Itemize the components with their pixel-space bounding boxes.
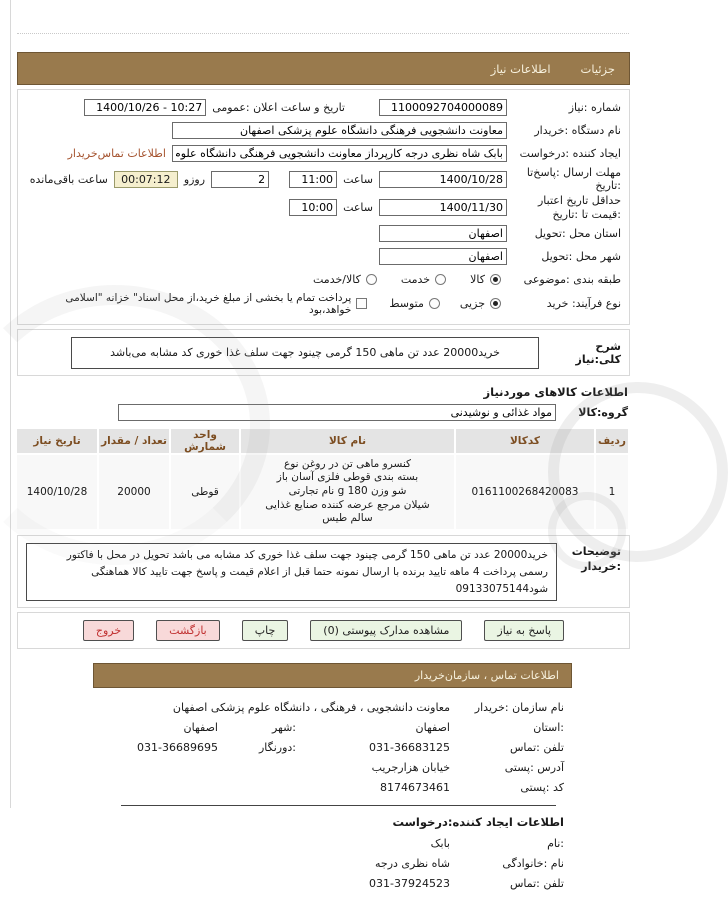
buyer-notes-label-line2: :خریدار	[581, 559, 621, 573]
creator-phone-value: 031-37924523	[369, 877, 450, 891]
cell-row-index: 1	[595, 454, 629, 530]
days-remaining-input[interactable]	[211, 171, 269, 188]
treasury-payment-option[interactable]	[26, 292, 367, 316]
process-minor-option-label: جزیی	[459, 297, 485, 311]
col-header-item-name: نام کالا	[240, 428, 455, 454]
need-number-input[interactable]	[379, 99, 507, 116]
col-header-row-index: ردیف	[595, 428, 629, 454]
announce-datetime-label: تاریخ و ساعت اعلان :عمومی	[212, 101, 345, 114]
deadline-date-input[interactable]	[379, 171, 507, 188]
item-name-line: کنسرو ماهی تن در روغن نوع	[283, 457, 412, 470]
goods-group-row	[19, 404, 628, 421]
subject-category-label: طبقه بندی :موضوعی	[523, 272, 621, 286]
view-attachments-button[interactable]: مشاهده مدارک پیوستی (0)	[310, 620, 462, 641]
phone-fax-row	[101, 741, 564, 754]
process-medium-option[interactable]	[389, 297, 440, 310]
process-medium-option-label: متوسط	[389, 297, 424, 311]
item-name-line: بسته بندی قوطی فلزی آسان باز	[276, 471, 419, 484]
deadline-hour-label: ساعت	[343, 172, 373, 186]
org-phone-value: 031-36683125	[369, 741, 450, 755]
creator-phone-row	[101, 877, 564, 890]
org-contact-header-title: اطلاعات تماس ، سازمان‌خریدار	[414, 669, 559, 683]
goods-table	[15, 427, 630, 531]
process-minor-option[interactable]	[460, 297, 501, 310]
request-creator-row	[26, 143, 621, 164]
category-goods-option-label: کالا	[470, 272, 485, 286]
col-header-unit: واحد شمارش	[170, 428, 240, 454]
category-service-option[interactable]	[401, 273, 446, 286]
hours-remaining-label: ساعت باقی‌مانده	[29, 172, 108, 186]
need-number-label: شماره :نیاز	[568, 100, 621, 114]
item-name-line: شیلان مرجع عرضه کننده صنایع غذایی	[265, 498, 430, 511]
need-info-panel	[17, 89, 630, 325]
org-city-value: اصفهان	[183, 721, 218, 735]
org-address-label: آدرس :پستی	[504, 761, 564, 775]
creator-first-name-row	[101, 837, 564, 850]
item-name-line: شو وزن g 180 نام تجارتی	[288, 485, 407, 498]
need-number-row	[26, 97, 621, 118]
postal-code-row	[101, 781, 564, 794]
need-description-box: خرید20000 عدد تن ماهی 150 گرمی چینود جهت سلف غذا خوری کد مشابه می‌باشد	[71, 337, 539, 369]
buyer-notes-box: خرید20000 عدد تن ماهی 150 گرمی چینود جهت سلف غذا خوری کد مشابه می باشد تحویل در محل با فاکتور رسمی پرداخت 4 ماهه تایید برنده با ارسال نمونه حتما قبل از اعلام قیمت و پاسخ جهت تایید کالا هماهنگی شود09133075144	[26, 543, 557, 601]
org-province-value: اصفهان	[415, 721, 450, 735]
process-type-label: نوع فرآیند: خرید	[546, 297, 621, 311]
header-bar	[17, 52, 630, 85]
section-divider	[121, 805, 556, 806]
announce-datetime-input[interactable]	[84, 99, 206, 116]
col-header-item-code: کدکالا	[455, 428, 595, 454]
delivery-province-label: استان محل :تحویل	[534, 226, 621, 240]
radio-button-icon[interactable]	[490, 274, 501, 285]
radio-button-icon[interactable]	[429, 298, 440, 309]
buyer-notes-label	[565, 543, 621, 601]
request-creator-label: ایجاد کننده :درخواست	[519, 146, 621, 160]
goods-group-label: گروه:کالا	[578, 405, 628, 419]
validity-time-input[interactable]	[289, 199, 337, 216]
request-creator-input[interactable]	[172, 145, 507, 162]
org-fax-value: 031-36689695	[137, 741, 218, 755]
address-row	[101, 761, 564, 774]
validity-date-input[interactable]	[379, 199, 507, 216]
response-deadline-label-line2: :تاریخ	[595, 179, 621, 193]
category-goods-option[interactable]	[470, 273, 501, 286]
top-dotted-divider	[17, 33, 629, 34]
delivery-city-row	[26, 246, 621, 267]
exit-button[interactable]: خروج	[83, 620, 134, 641]
response-deadline-row	[26, 166, 621, 192]
item-name-line: سالم طیس	[322, 512, 373, 525]
buyer-contact-link[interactable]: اطلاعات تماس‌خریدار	[67, 147, 166, 160]
price-validity-label-line2: :قیمت تا :تاریخ	[552, 207, 621, 221]
buyer-notes-label-line1: توضیحات	[571, 544, 621, 558]
org-postal-value: 8174673461	[380, 781, 450, 795]
back-button[interactable]: بازگشت	[156, 620, 220, 641]
org-contact-section	[101, 701, 564, 890]
delivery-city-input[interactable]	[379, 248, 507, 265]
buyer-notes-panel	[17, 535, 630, 608]
creator-info-heading: اطلاعات ایجاد کننده:درخواست	[392, 815, 564, 830]
price-validity-label	[513, 194, 621, 220]
delivery-province-row	[26, 223, 621, 244]
buyer-org-label: نام دستگاه :خریدار	[534, 123, 621, 137]
org-address-value: خیابان هزارجریب	[371, 761, 450, 775]
creator-first-name-value: بابک	[430, 837, 450, 851]
treasury-payment-label: پرداخت تمام یا بخشی از مبلغ خرید،از محل اسناد" خزانه "اسلامی خواهد،بود	[65, 291, 352, 316]
buyer-org-input[interactable]	[172, 122, 507, 139]
response-deadline-label-line1: مهلت ارسال :پاسخ‌تا	[526, 166, 621, 179]
delivery-city-label: شهر محل :تحویل	[541, 249, 621, 263]
cell-quantity: 20000	[98, 454, 170, 530]
creator-first-name-label: :نام	[547, 837, 564, 851]
need-description-label: شرح کلی:نیاز	[575, 339, 621, 366]
radio-button-icon[interactable]	[435, 274, 446, 285]
response-deadline-label	[513, 166, 621, 192]
validity-hour-label: ساعت	[343, 201, 373, 215]
price-validity-label-line1: حداقل تاریخ اعتبار	[537, 194, 621, 208]
creator-last-name-row	[101, 857, 564, 870]
price-validity-row	[26, 194, 621, 220]
subject-category-row	[26, 269, 621, 290]
org-phone-label: تلفن :تماس	[509, 741, 564, 755]
need-description-panel	[17, 329, 630, 376]
print-button[interactable]: چاپ	[242, 620, 289, 641]
cell-item-name	[240, 454, 455, 530]
tab-need-info[interactable]: اطلاعات نیاز	[490, 61, 551, 76]
cell-need-date: 1400/10/28	[16, 454, 98, 530]
window-edge-divider	[10, 0, 11, 808]
col-header-quantity: تعداد / مقدار	[98, 428, 170, 454]
creator-last-name-value: شاه نظری درجه	[375, 857, 450, 871]
radio-button-icon[interactable]	[366, 274, 377, 285]
respond-to-need-button[interactable]: پاسخ به نیاز	[484, 620, 564, 641]
col-header-need-date: تاریخ نیاز	[16, 428, 98, 454]
org-name-label: نام سازمان :خریدار	[474, 701, 564, 715]
cell-item-code: 0161100268420083	[455, 454, 595, 530]
category-service-option-label: خدمت	[400, 272, 431, 286]
org-province-label: :استان	[533, 721, 564, 735]
province-city-row	[101, 721, 564, 734]
goods-section-heading: اطلاعات کالاهای موردنیاز	[483, 384, 628, 399]
cell-unit: قوطی	[170, 454, 240, 530]
delivery-province-input[interactable]	[379, 225, 507, 242]
org-postal-label: کد :پستی	[520, 781, 564, 795]
goods-table-row	[16, 454, 629, 530]
tab-details[interactable]: جزئیات	[580, 61, 615, 76]
creator-phone-label: تلفن :تماس	[509, 877, 564, 891]
action-buttons-panel	[17, 612, 630, 649]
org-city-label: :شهر	[271, 721, 296, 735]
creator-last-name-label: نام :خانوادگی	[502, 857, 564, 871]
org-name-row	[101, 701, 564, 714]
days-label: روزو	[183, 172, 206, 186]
radio-button-icon[interactable]	[490, 298, 501, 309]
deadline-time-input[interactable]	[289, 171, 337, 188]
buyer-org-row	[26, 120, 621, 141]
org-contact-header-bar	[93, 663, 572, 688]
org-name-value: معاونت دانشجویی ، فرهنگی ، دانشگاه علوم پزشکی اصفهان	[172, 701, 450, 715]
category-goods-service-option[interactable]	[313, 273, 377, 286]
org-fax-label: :دورنگار	[258, 741, 296, 755]
goods-group-input[interactable]	[118, 404, 556, 421]
checkbox-icon[interactable]	[356, 298, 367, 309]
category-goods-service-option-label: کالا/خدمت	[313, 272, 361, 286]
countdown-timer: 00:07:12	[114, 171, 178, 188]
goods-table-header-row	[16, 428, 629, 454]
process-type-row	[26, 292, 621, 316]
